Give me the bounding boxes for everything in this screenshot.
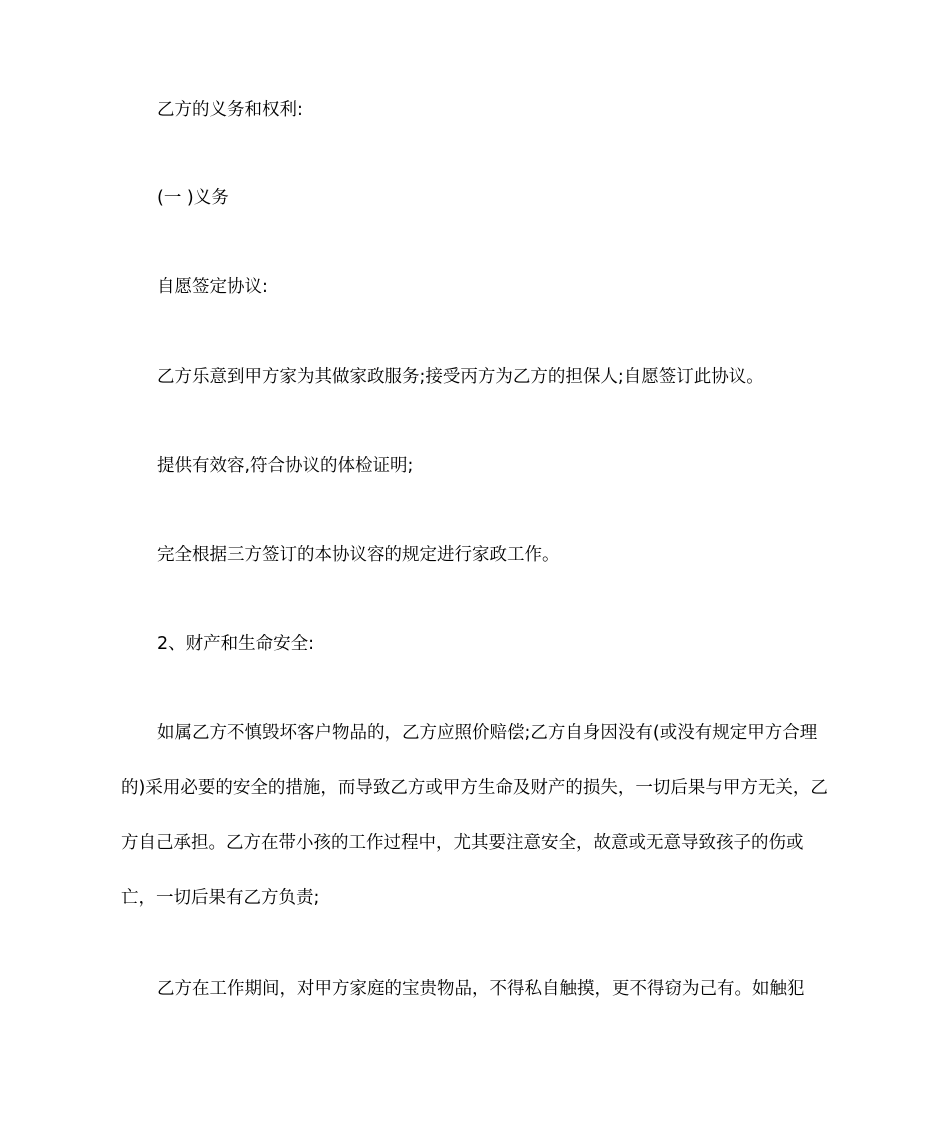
- paragraph-valuables: 乙方在工作期间，对甲方家庭的宝贵物品，不得私自触摸，更不得窃为己有。如触犯: [157, 979, 805, 999]
- heading-property-life-safety: 2、财产和生命安全:: [157, 634, 315, 654]
- heading-voluntary-agreement: 自愿签定协议:: [157, 277, 268, 297]
- paragraph-willing-service: 乙方乐意到甲方家为其做家政服务;接受丙方为乙方的担保人;自愿签订此协议。: [157, 367, 764, 387]
- heading-obligations-rights: 乙方的义务和权利:: [157, 100, 303, 120]
- paragraph-health-certificate: 提供有效容,符合协议的体检证明;: [157, 456, 414, 476]
- paragraph-damage-liability: 如属乙方不慎毁坏客户物品的，乙方应照价赔偿;乙方自身因没有(或没有规定甲方合理的)采用必要的安全的措施，而导致乙方或甲方生命及财产的损失，一切后果与甲方无关，乙方自己承担。乙方在带小孩的工作过程中，尤其要注意安全，故意或无意导致孩子的伤或亡，一切后果有乙方负责;: [121, 723, 828, 908]
- heading-obligations: (一 )义务: [157, 188, 229, 208]
- paragraph-work-per-agreement: 完全根据三方签订的本协议容的规定进行家政工作。: [157, 545, 560, 565]
